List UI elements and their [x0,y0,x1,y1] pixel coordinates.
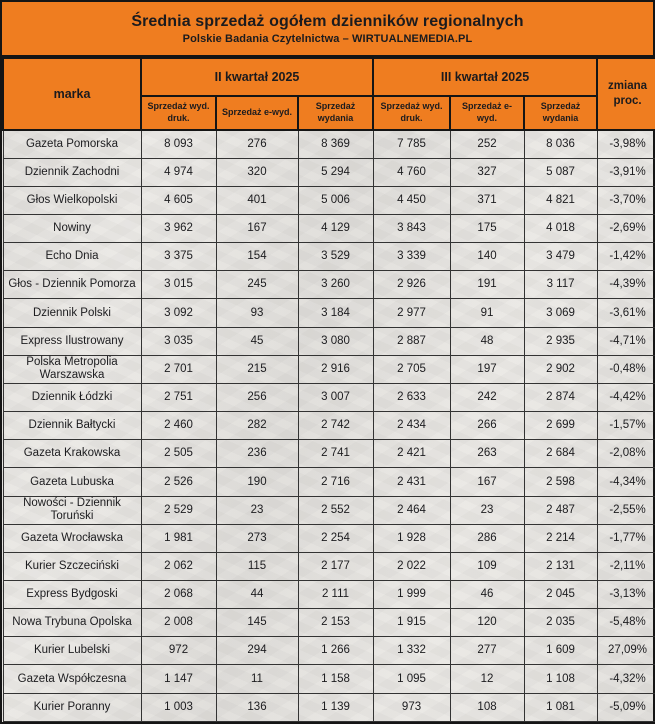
table-body [3,130,655,722]
q2-total-sales-cell: 2 111 [298,581,373,609]
q3-total-sales-cell: 4 821 [524,186,597,214]
q3-print-sales-cell: 4 760 [373,158,450,186]
q3-total-sales-cell: 2 045 [524,581,597,609]
q2-print-sales-cell: 8 093 [141,130,216,158]
table-row [3,214,655,242]
q2-print-sales-cell: 972 [141,637,216,665]
change-cell: -4,42% [597,383,655,411]
q3-print-sales-cell: 1 999 [373,581,450,609]
table-row [3,440,655,468]
table-row [3,581,655,609]
q2-print-sales-cell: 3 962 [141,214,216,242]
column-group-q3-2025: III kwartał 2025 [373,58,597,96]
change-cell: -0,48% [597,355,655,383]
change-cell: -5,09% [597,693,655,721]
q3-print-sales-cell: 4 450 [373,186,450,214]
q2-e-sales-cell: 190 [216,468,298,496]
q2-print-sales-cell: 3 035 [141,327,216,355]
q3-e-sales-cell: 108 [450,693,524,721]
brand-cell: Kurier Lubelski [3,637,141,665]
q2-e-sales-cell: 245 [216,271,298,299]
q2-total-sales-cell: 2 254 [298,524,373,552]
q2-e-sales-cell: 44 [216,581,298,609]
q2-print-sales-cell: 2 751 [141,383,216,411]
change-cell: -4,39% [597,271,655,299]
q3-total-sales-cell: 2 684 [524,440,597,468]
q3-total-sales-cell: 1 609 [524,637,597,665]
q2-e-sales-cell: 45 [216,327,298,355]
column-header-change: zmiana proc. [597,58,655,130]
q3-print-sales-cell: 7 785 [373,130,450,158]
q2-e-sales-cell: 236 [216,440,298,468]
q3-e-sales-cell: 266 [450,412,524,440]
brand-cell: Głos - Dziennik Pomorza [3,271,141,299]
q2-e-sales-cell: 256 [216,383,298,411]
q2-print-sales-cell: 4 605 [141,186,216,214]
q2-print-sales-cell: 2 068 [141,581,216,609]
brand-cell: Express Ilustrowany [3,327,141,355]
table-row [3,637,655,665]
table-row [3,327,655,355]
q3-e-sales-cell: 371 [450,186,524,214]
q2-e-sales-cell: 11 [216,665,298,693]
column-header-q2-print-sales: Sprzedaż wyd. druk. [141,96,216,130]
q3-print-sales-cell: 1 095 [373,665,450,693]
q2-total-sales-cell: 2 177 [298,552,373,580]
q2-print-sales-cell: 1 003 [141,693,216,721]
q2-print-sales-cell: 2 460 [141,412,216,440]
q2-print-sales-cell: 2 008 [141,609,216,637]
q3-total-sales-cell: 5 087 [524,158,597,186]
q3-total-sales-cell: 3 479 [524,243,597,271]
table-row [3,693,655,721]
q3-e-sales-cell: 167 [450,468,524,496]
q2-total-sales-cell: 3 184 [298,299,373,327]
q2-total-sales-cell: 5 006 [298,186,373,214]
q3-e-sales-cell: 286 [450,524,524,552]
q3-total-sales-cell: 2 902 [524,355,597,383]
brand-cell: Gazeta Krakowska [3,440,141,468]
change-cell: -1,57% [597,412,655,440]
q2-print-sales-cell: 4 974 [141,158,216,186]
q2-total-sales-cell: 2 741 [298,440,373,468]
q2-e-sales-cell: 320 [216,158,298,186]
table-row [3,412,655,440]
q3-total-sales-cell: 2 935 [524,327,597,355]
q3-print-sales-cell: 2 633 [373,383,450,411]
brand-cell: Nowości - Dziennik Toruński [3,496,141,524]
q3-total-sales-cell: 2 214 [524,524,597,552]
q3-print-sales-cell: 2 022 [373,552,450,580]
q2-total-sales-cell: 2 916 [298,355,373,383]
q2-e-sales-cell: 276 [216,130,298,158]
q2-e-sales-cell: 154 [216,243,298,271]
brand-cell: Gazeta Lubuska [3,468,141,496]
q3-total-sales-cell: 8 036 [524,130,597,158]
q2-e-sales-cell: 136 [216,693,298,721]
change-cell: -2,69% [597,214,655,242]
q3-print-sales-cell: 2 977 [373,299,450,327]
q2-e-sales-cell: 167 [216,214,298,242]
q3-total-sales-cell: 4 018 [524,214,597,242]
change-cell: -4,32% [597,665,655,693]
q3-total-sales-cell: 3 069 [524,299,597,327]
q3-print-sales-cell: 2 887 [373,327,450,355]
brand-cell: Dziennik Polski [3,299,141,327]
change-cell: -4,34% [597,468,655,496]
change-cell: -3,98% [597,130,655,158]
q3-print-sales-cell: 3 843 [373,214,450,242]
q3-e-sales-cell: 140 [450,243,524,271]
column-group-q2-2025: II kwartał 2025 [141,58,373,96]
q2-print-sales-cell: 2 526 [141,468,216,496]
q2-print-sales-cell: 1 147 [141,665,216,693]
q3-total-sales-cell: 2 699 [524,412,597,440]
q3-total-sales-cell: 2 487 [524,496,597,524]
q3-print-sales-cell: 1 332 [373,637,450,665]
brand-cell: Gazeta Współczesna [3,665,141,693]
brand-cell: Express Bydgoski [3,581,141,609]
q3-print-sales-cell: 2 464 [373,496,450,524]
change-cell: -2,11% [597,552,655,580]
brand-cell: Gazeta Pomorska [3,130,141,158]
table-row [3,130,655,158]
change-cell: -4,71% [597,327,655,355]
q3-print-sales-cell: 2 926 [373,271,450,299]
change-cell: -5,48% [597,609,655,637]
q3-total-sales-cell: 1 081 [524,693,597,721]
q3-print-sales-cell: 3 339 [373,243,450,271]
q2-print-sales-cell: 3 015 [141,271,216,299]
table-row [3,299,655,327]
page-title: Średnia sprzedaż ogółem dzienników regionalnych [131,12,524,30]
table-row [3,524,655,552]
brand-cell: Dziennik Zachodni [3,158,141,186]
table-row [3,609,655,637]
q3-print-sales-cell: 2 431 [373,468,450,496]
column-header-q2-e-sales: Sprzedaż e-wyd. [216,96,298,130]
table-row [3,665,655,693]
q3-e-sales-cell: 48 [450,327,524,355]
q2-print-sales-cell: 2 062 [141,552,216,580]
column-header-q3-total-sales: Sprzedaż wydania [524,96,597,130]
q3-print-sales-cell: 2 421 [373,440,450,468]
q2-e-sales-cell: 145 [216,609,298,637]
q2-print-sales-cell: 2 529 [141,496,216,524]
q3-e-sales-cell: 120 [450,609,524,637]
q3-e-sales-cell: 252 [450,130,524,158]
q2-print-sales-cell: 3 092 [141,299,216,327]
q2-total-sales-cell: 3 529 [298,243,373,271]
column-header-q3-print-sales: Sprzedaż wyd. druk. [373,96,450,130]
q2-total-sales-cell: 5 294 [298,158,373,186]
brand-cell: Echo Dnia [3,243,141,271]
brand-cell: Głos Wielkopolski [3,186,141,214]
q2-total-sales-cell: 1 139 [298,693,373,721]
column-header-q3-e-sales: Sprzedaż e-wyd. [450,96,524,130]
q2-total-sales-cell: 2 716 [298,468,373,496]
brand-cell: Dziennik Łódzki [3,383,141,411]
q3-e-sales-cell: 263 [450,440,524,468]
table-row [3,186,655,214]
q2-e-sales-cell: 115 [216,552,298,580]
q2-e-sales-cell: 23 [216,496,298,524]
q3-print-sales-cell: 1 928 [373,524,450,552]
q3-print-sales-cell: 1 915 [373,609,450,637]
q2-e-sales-cell: 401 [216,186,298,214]
change-cell: -2,08% [597,440,655,468]
brand-cell: Kurier Poranny [3,693,141,721]
table-row [3,468,655,496]
q3-total-sales-cell: 2 598 [524,468,597,496]
q3-e-sales-cell: 277 [450,637,524,665]
change-cell: -1,42% [597,243,655,271]
q3-print-sales-cell: 973 [373,693,450,721]
q2-total-sales-cell: 3 007 [298,383,373,411]
q3-e-sales-cell: 175 [450,214,524,242]
q2-total-sales-cell: 2 742 [298,412,373,440]
q2-print-sales-cell: 2 701 [141,355,216,383]
table-row [3,383,655,411]
q2-total-sales-cell: 3 080 [298,327,373,355]
q3-total-sales-cell: 2 131 [524,552,597,580]
q2-print-sales-cell: 2 505 [141,440,216,468]
q3-total-sales-cell: 2 874 [524,383,597,411]
q2-total-sales-cell: 3 260 [298,271,373,299]
table-row [3,243,655,271]
q3-e-sales-cell: 91 [450,299,524,327]
q3-e-sales-cell: 197 [450,355,524,383]
change-cell: -3,61% [597,299,655,327]
table-row [3,552,655,580]
q2-total-sales-cell: 2 552 [298,496,373,524]
q3-print-sales-cell: 2 705 [373,355,450,383]
sales-table [2,57,655,722]
page-subtitle: Polskie Badania Czytelnictwa – WIRTUALNEMEDIA.PL [182,32,473,45]
table-row [3,271,655,299]
change-cell: 27,09% [597,637,655,665]
brand-cell: Polska Metropolia Warszawska [3,355,141,383]
change-cell: -2,55% [597,496,655,524]
column-header-brand: marka [3,58,141,130]
q3-print-sales-cell: 2 434 [373,412,450,440]
q3-e-sales-cell: 23 [450,496,524,524]
table-row [3,355,655,383]
q2-print-sales-cell: 1 981 [141,524,216,552]
brand-cell: Gazeta Wrocławska [3,524,141,552]
q2-total-sales-cell: 4 129 [298,214,373,242]
q3-total-sales-cell: 2 035 [524,609,597,637]
brand-cell: Nowiny [3,214,141,242]
table-row [3,158,655,186]
q2-e-sales-cell: 215 [216,355,298,383]
brand-cell: Nowa Trybuna Opolska [3,609,141,637]
q3-total-sales-cell: 3 117 [524,271,597,299]
q3-e-sales-cell: 327 [450,158,524,186]
q2-e-sales-cell: 93 [216,299,298,327]
q3-total-sales-cell: 1 108 [524,665,597,693]
q3-e-sales-cell: 46 [450,581,524,609]
q2-total-sales-cell: 1 266 [298,637,373,665]
change-cell: -1,77% [597,524,655,552]
q3-e-sales-cell: 191 [450,271,524,299]
q3-e-sales-cell: 12 [450,665,524,693]
q3-e-sales-cell: 109 [450,552,524,580]
change-cell: -3,91% [597,158,655,186]
q2-total-sales-cell: 8 369 [298,130,373,158]
column-header-q2-total-sales: Sprzedaż wydania [298,96,373,130]
header [2,2,653,57]
q2-e-sales-cell: 294 [216,637,298,665]
q2-e-sales-cell: 273 [216,524,298,552]
table-row [3,496,655,524]
q2-e-sales-cell: 282 [216,412,298,440]
brand-cell: Kurier Szczeciński [3,552,141,580]
change-cell: -3,70% [597,186,655,214]
q2-total-sales-cell: 2 153 [298,609,373,637]
brand-cell: Dziennik Bałtycki [3,412,141,440]
q3-e-sales-cell: 242 [450,383,524,411]
q2-print-sales-cell: 3 375 [141,243,216,271]
change-cell: -3,13% [597,581,655,609]
q2-total-sales-cell: 1 158 [298,665,373,693]
